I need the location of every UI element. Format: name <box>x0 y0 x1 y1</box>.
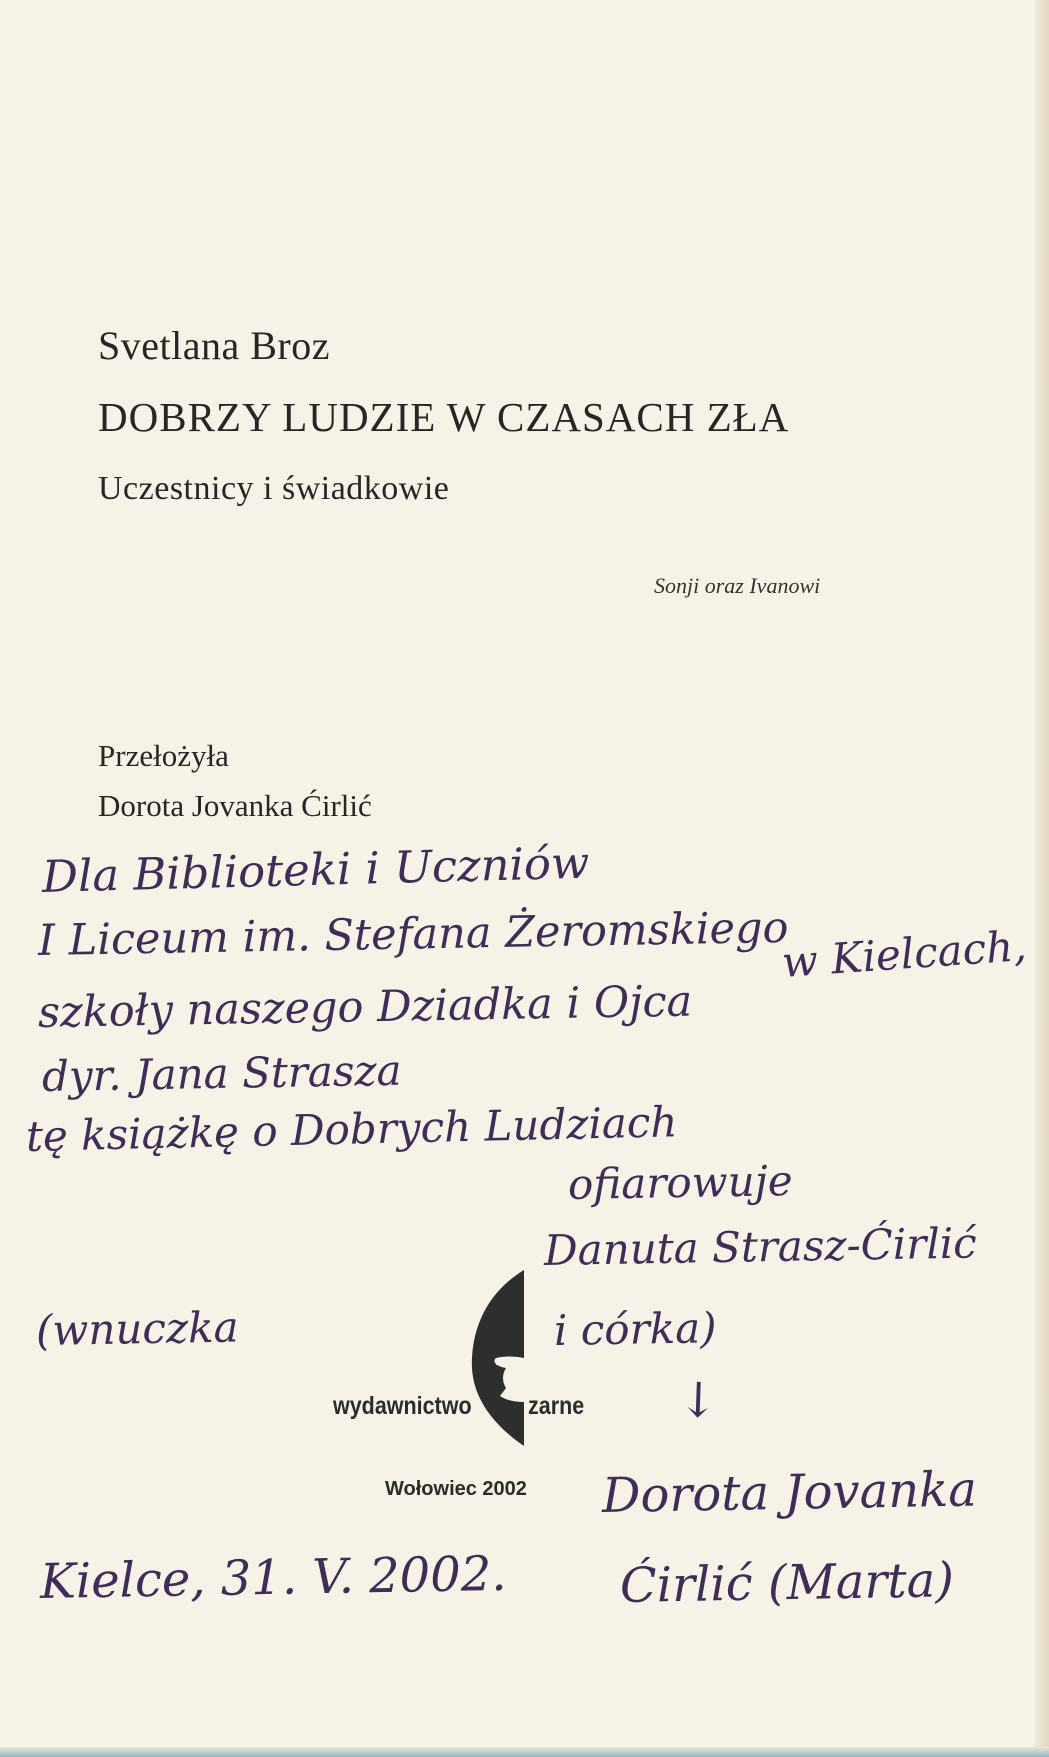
inscription-granddaughter: (wnuczka <box>35 1302 239 1355</box>
inscription-line-3: szkoły naszego Dziadka i Ojca <box>37 976 693 1038</box>
page-bottom-edge <box>0 1747 1049 1757</box>
inscription-arrow: ↓ <box>677 1372 720 1430</box>
inscription-line-4: dyr. Jana Strasza <box>41 1045 402 1101</box>
book-author: Svetlana Broz <box>98 323 330 368</box>
dedication: Sonji oraz Ivanowi <box>654 573 821 598</box>
page-edge <box>1035 0 1049 1757</box>
inscription-signature-translator-2: Ćirlić (Marta) <box>619 1552 955 1614</box>
book-subtitle: Uczestnicy i świadkowie <box>98 470 450 507</box>
inscription-line-2: I Liceum im. Stefana Żeromskiego <box>37 902 789 966</box>
translator-name: Dorota Jovanka Ćirlić <box>98 788 372 823</box>
inscription-place-date: Kielce, 31. V. 2002. <box>39 1545 507 1610</box>
publisher-name-left: wydawnictwo <box>333 1392 472 1420</box>
inscription-line-6: ofiarowuje <box>567 1156 793 1209</box>
czarne-face-logo-icon <box>466 1270 526 1450</box>
inscription-daughter: i córka) <box>553 1303 717 1355</box>
inscription-line-2-continuation: w Kielcach, <box>780 920 1029 987</box>
translator-label: Przełożyła <box>98 738 229 773</box>
inscription-line-1: Dla Biblioteki i Uczniów <box>41 837 590 903</box>
publisher-name-right: zarne <box>528 1392 585 1420</box>
inscription-signature-mother: Danuta Strasz-Ćirlić <box>543 1218 978 1275</box>
book-title: DOBRZY LUDZIE W CZASACH ZŁA <box>98 394 790 440</box>
publication-imprint: Wołowiec 2002 <box>385 1478 527 1500</box>
inscription-signature-translator: Dorota Jovanka <box>601 1461 978 1524</box>
inscription-line-5: tę książkę o Dobrych Ludziach <box>25 1097 678 1161</box>
